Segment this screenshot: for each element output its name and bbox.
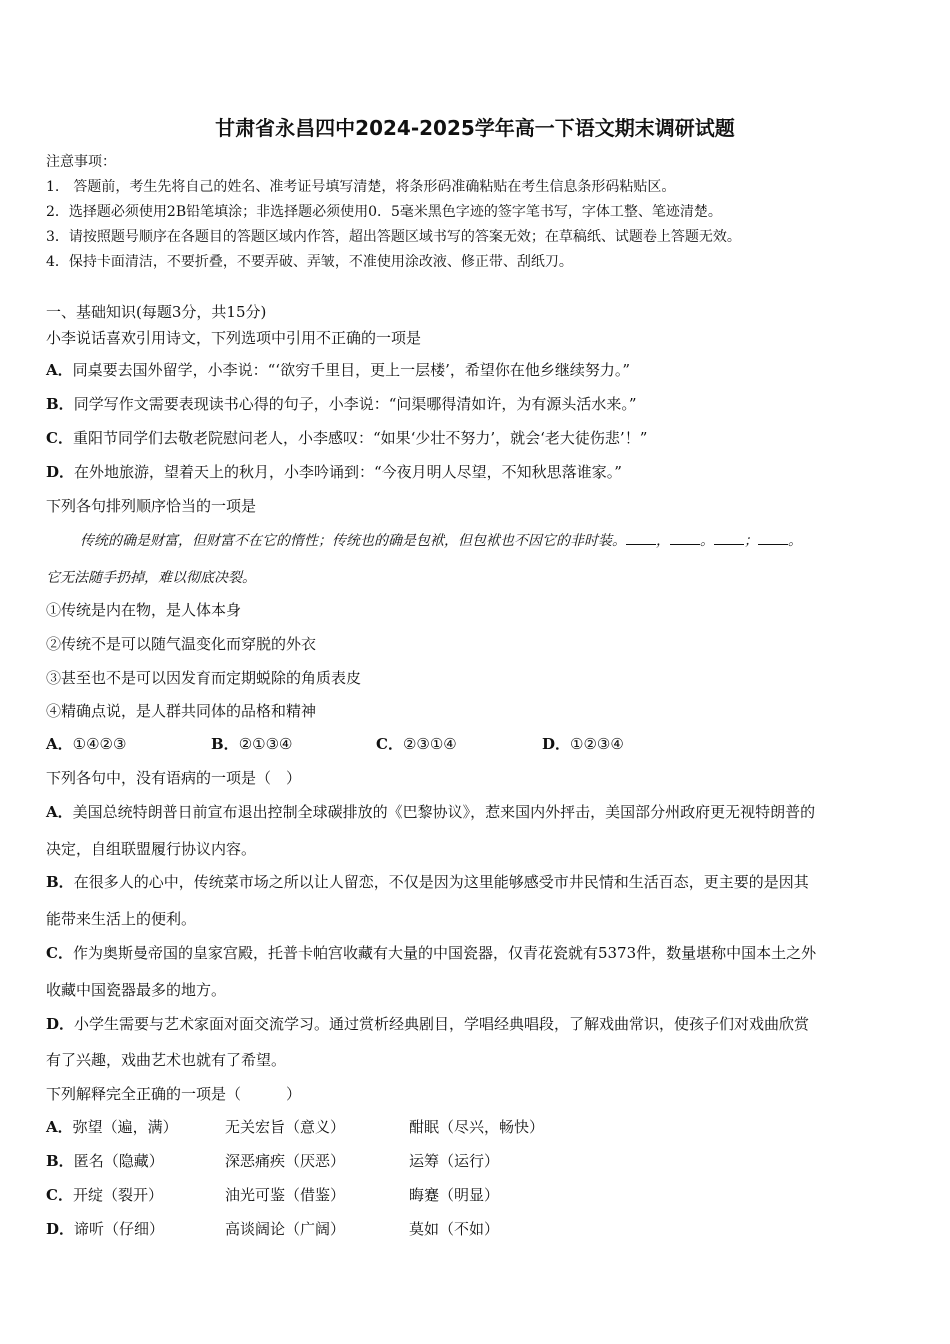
- option-text: 油光可鉴（借鉴）: [225, 1186, 346, 1204]
- option-label: A．: [46, 1118, 73, 1136]
- option-label: B．: [46, 873, 74, 891]
- option-row: [46, 360, 630, 380]
- option-label: D．: [542, 735, 571, 753]
- option-row: [46, 734, 126, 754]
- option-label: B．: [211, 735, 239, 753]
- option-text: 无关宏旨（意义）: [225, 1118, 346, 1136]
- question-stem: 下列解释完全正确的一项是（ ）: [46, 1085, 302, 1103]
- option-row: [46, 462, 622, 482]
- option-text: 小学生需要与艺术家面对面交流学习。通过赏析经典剧目，学唱经典唱段，了解戏曲常识，使孩子们对戏曲欣赏: [74, 1015, 810, 1033]
- option-text: 美国总统特朗普日前宣布退出控制全球碳排放的《巴黎协议》，惹来国内外抨击，美国部分州政府更无视特朗普的: [72, 803, 816, 821]
- option-text: 莫如（不如）: [409, 1220, 500, 1238]
- notice-item: 4．保持卡面清洁，不要折叠，不要弄破、弄皱，不准使用涂改液、修正带、刮纸刀。: [46, 254, 573, 270]
- option-row: [46, 1219, 164, 1239]
- option-text: ②①③④: [238, 735, 293, 753]
- question-stem: 下列各句中，没有语病的一项是（ ）: [46, 769, 302, 787]
- option-text: 深恶痛疾（厌恶）: [225, 1152, 346, 1170]
- option-text: 谛听（仔细）: [74, 1220, 165, 1238]
- punctuation: 。: [788, 533, 802, 549]
- list-item: ①传统是内在物，是人体本身: [46, 601, 242, 619]
- option-row: [46, 1151, 164, 1171]
- option-label: A．: [46, 735, 73, 753]
- option-row: [211, 734, 292, 754]
- option-continuation: 决定，自组联盟履行协议内容。: [46, 840, 257, 858]
- notice-item: 1. 答题前，考生先将自己的姓名、准考证号填写清楚，将条形码准确粘贴在考生信息条形码粘贴区。: [46, 179, 676, 195]
- option-row: [46, 1185, 163, 1205]
- answer-blank: [626, 530, 656, 545]
- option-text: 在很多人的心中，传统菜市场之所以让人留恋，不仅是因为这里能够感受市井民情和生活百态，更主要的是因其: [73, 873, 809, 891]
- option-text: 高谈阔论（广阔）: [225, 1220, 346, 1238]
- passage-text: 传统的确是财富，但财富不在它的惰性；传统也的确是包袱，但包袱也不因它的非时装。: [80, 533, 626, 549]
- option-text: 酣眠（尽兴，畅快）: [409, 1118, 545, 1136]
- option-label: D．: [46, 1220, 75, 1238]
- punctuation: ，: [656, 533, 670, 549]
- option-text: 晦蹇（明显）: [409, 1186, 500, 1204]
- question-stem: 小李说话喜欢引用诗文，下列选项中引用不正确的一项是: [46, 329, 422, 347]
- option-row: [46, 428, 647, 448]
- option-text: 开绽（裂开）: [72, 1186, 163, 1204]
- option-label: A．: [46, 361, 73, 379]
- option-row: [46, 872, 809, 892]
- option-label: C．: [46, 944, 73, 962]
- option-row: [542, 734, 624, 754]
- answer-blank: [714, 530, 744, 545]
- list-item: ④精确点说，是人群共同体的品格和精神: [46, 702, 317, 720]
- page-title: 甘肃省永昌四中2024-2025学年高一下语文期末调研试题: [215, 116, 735, 140]
- option-text: 弥望（遍，满）: [72, 1118, 178, 1136]
- option-text: 作为奥斯曼帝国的皇家宫殿，托普卡帕宫收藏有大量的中国瓷器，仅青花瓷就有5373件，数量堪称中国本土之外: [72, 944, 817, 962]
- option-row: [46, 1014, 809, 1034]
- option-label: C．: [376, 735, 403, 753]
- option-label: C．: [46, 1186, 73, 1204]
- option-row: [376, 734, 457, 754]
- answer-blank: [758, 530, 788, 545]
- passage-text: 它无法随手扔掉，难以彻底决裂。: [46, 570, 256, 586]
- punctuation: ；: [744, 533, 758, 549]
- notice-item: 3．请按照题号顺序在各题目的答题区域内作答，超出答题区域书写的答案无效；在草稿纸、试题卷上答题无效。: [46, 229, 741, 245]
- option-row: [46, 394, 637, 414]
- option-label: A．: [46, 803, 73, 821]
- notice-item: 2．选择题必须使用2B铅笔填涂；非选择题必须使用0．5毫米黑色字迹的签字笔书写，字体工整、笔迹清楚。: [46, 204, 722, 220]
- option-label: B．: [46, 395, 74, 413]
- answer-blank: [670, 530, 700, 545]
- option-label: D．: [46, 463, 75, 481]
- option-row: [46, 943, 816, 963]
- option-label: B．: [46, 1152, 74, 1170]
- passage-line: [80, 530, 802, 551]
- option-text: 在外地旅游，望着天上的秋月，小李吟诵到：“今夜月明人尽望，不知秋思落谁家。”: [74, 463, 622, 481]
- list-item: ②传统不是可以随气温变化而穿脱的外衣: [46, 635, 317, 653]
- option-text: 重阳节同学们去敬老院慰问老人，小李感叹：“如果‘少壮不努力’，就会‘老大徒伤悲’！”: [72, 429, 648, 447]
- option-text: 同桌要去国外留学，小李说：“‘欲穷千里目，更上一层楼’，希望你在他乡继续努力。”: [72, 361, 631, 379]
- option-row: [46, 802, 815, 822]
- option-text: ①④②③: [72, 735, 127, 753]
- option-text: 同学写作文需要表现读书心得的句子，小李说：“问渠哪得清如许，为有源头活水来。”: [73, 395, 637, 413]
- punctuation: 。: [700, 533, 714, 549]
- notice-heading: 注意事项：: [46, 154, 116, 170]
- question-stem: 下列各句排列顺序恰当的一项是: [46, 497, 257, 515]
- option-continuation: 有了兴趣，戏曲艺术也就有了希望。: [46, 1051, 287, 1069]
- option-label: C．: [46, 429, 73, 447]
- section-heading: 一、基础知识(每题3分，共15分): [46, 303, 267, 321]
- option-row: [46, 1117, 178, 1137]
- list-item: ③甚至也不是可以因发育而定期蜕除的角质表皮: [46, 669, 362, 687]
- option-continuation: 收藏中国瓷器最多的地方。: [46, 981, 227, 999]
- option-text: ②③①④: [402, 735, 457, 753]
- option-label: D．: [46, 1015, 75, 1033]
- option-text: 运筹（运行）: [409, 1152, 500, 1170]
- option-text: 匿名（隐藏）: [73, 1152, 164, 1170]
- option-text: ①②③④: [570, 735, 624, 753]
- option-continuation: 能带来生活上的便利。: [46, 910, 197, 928]
